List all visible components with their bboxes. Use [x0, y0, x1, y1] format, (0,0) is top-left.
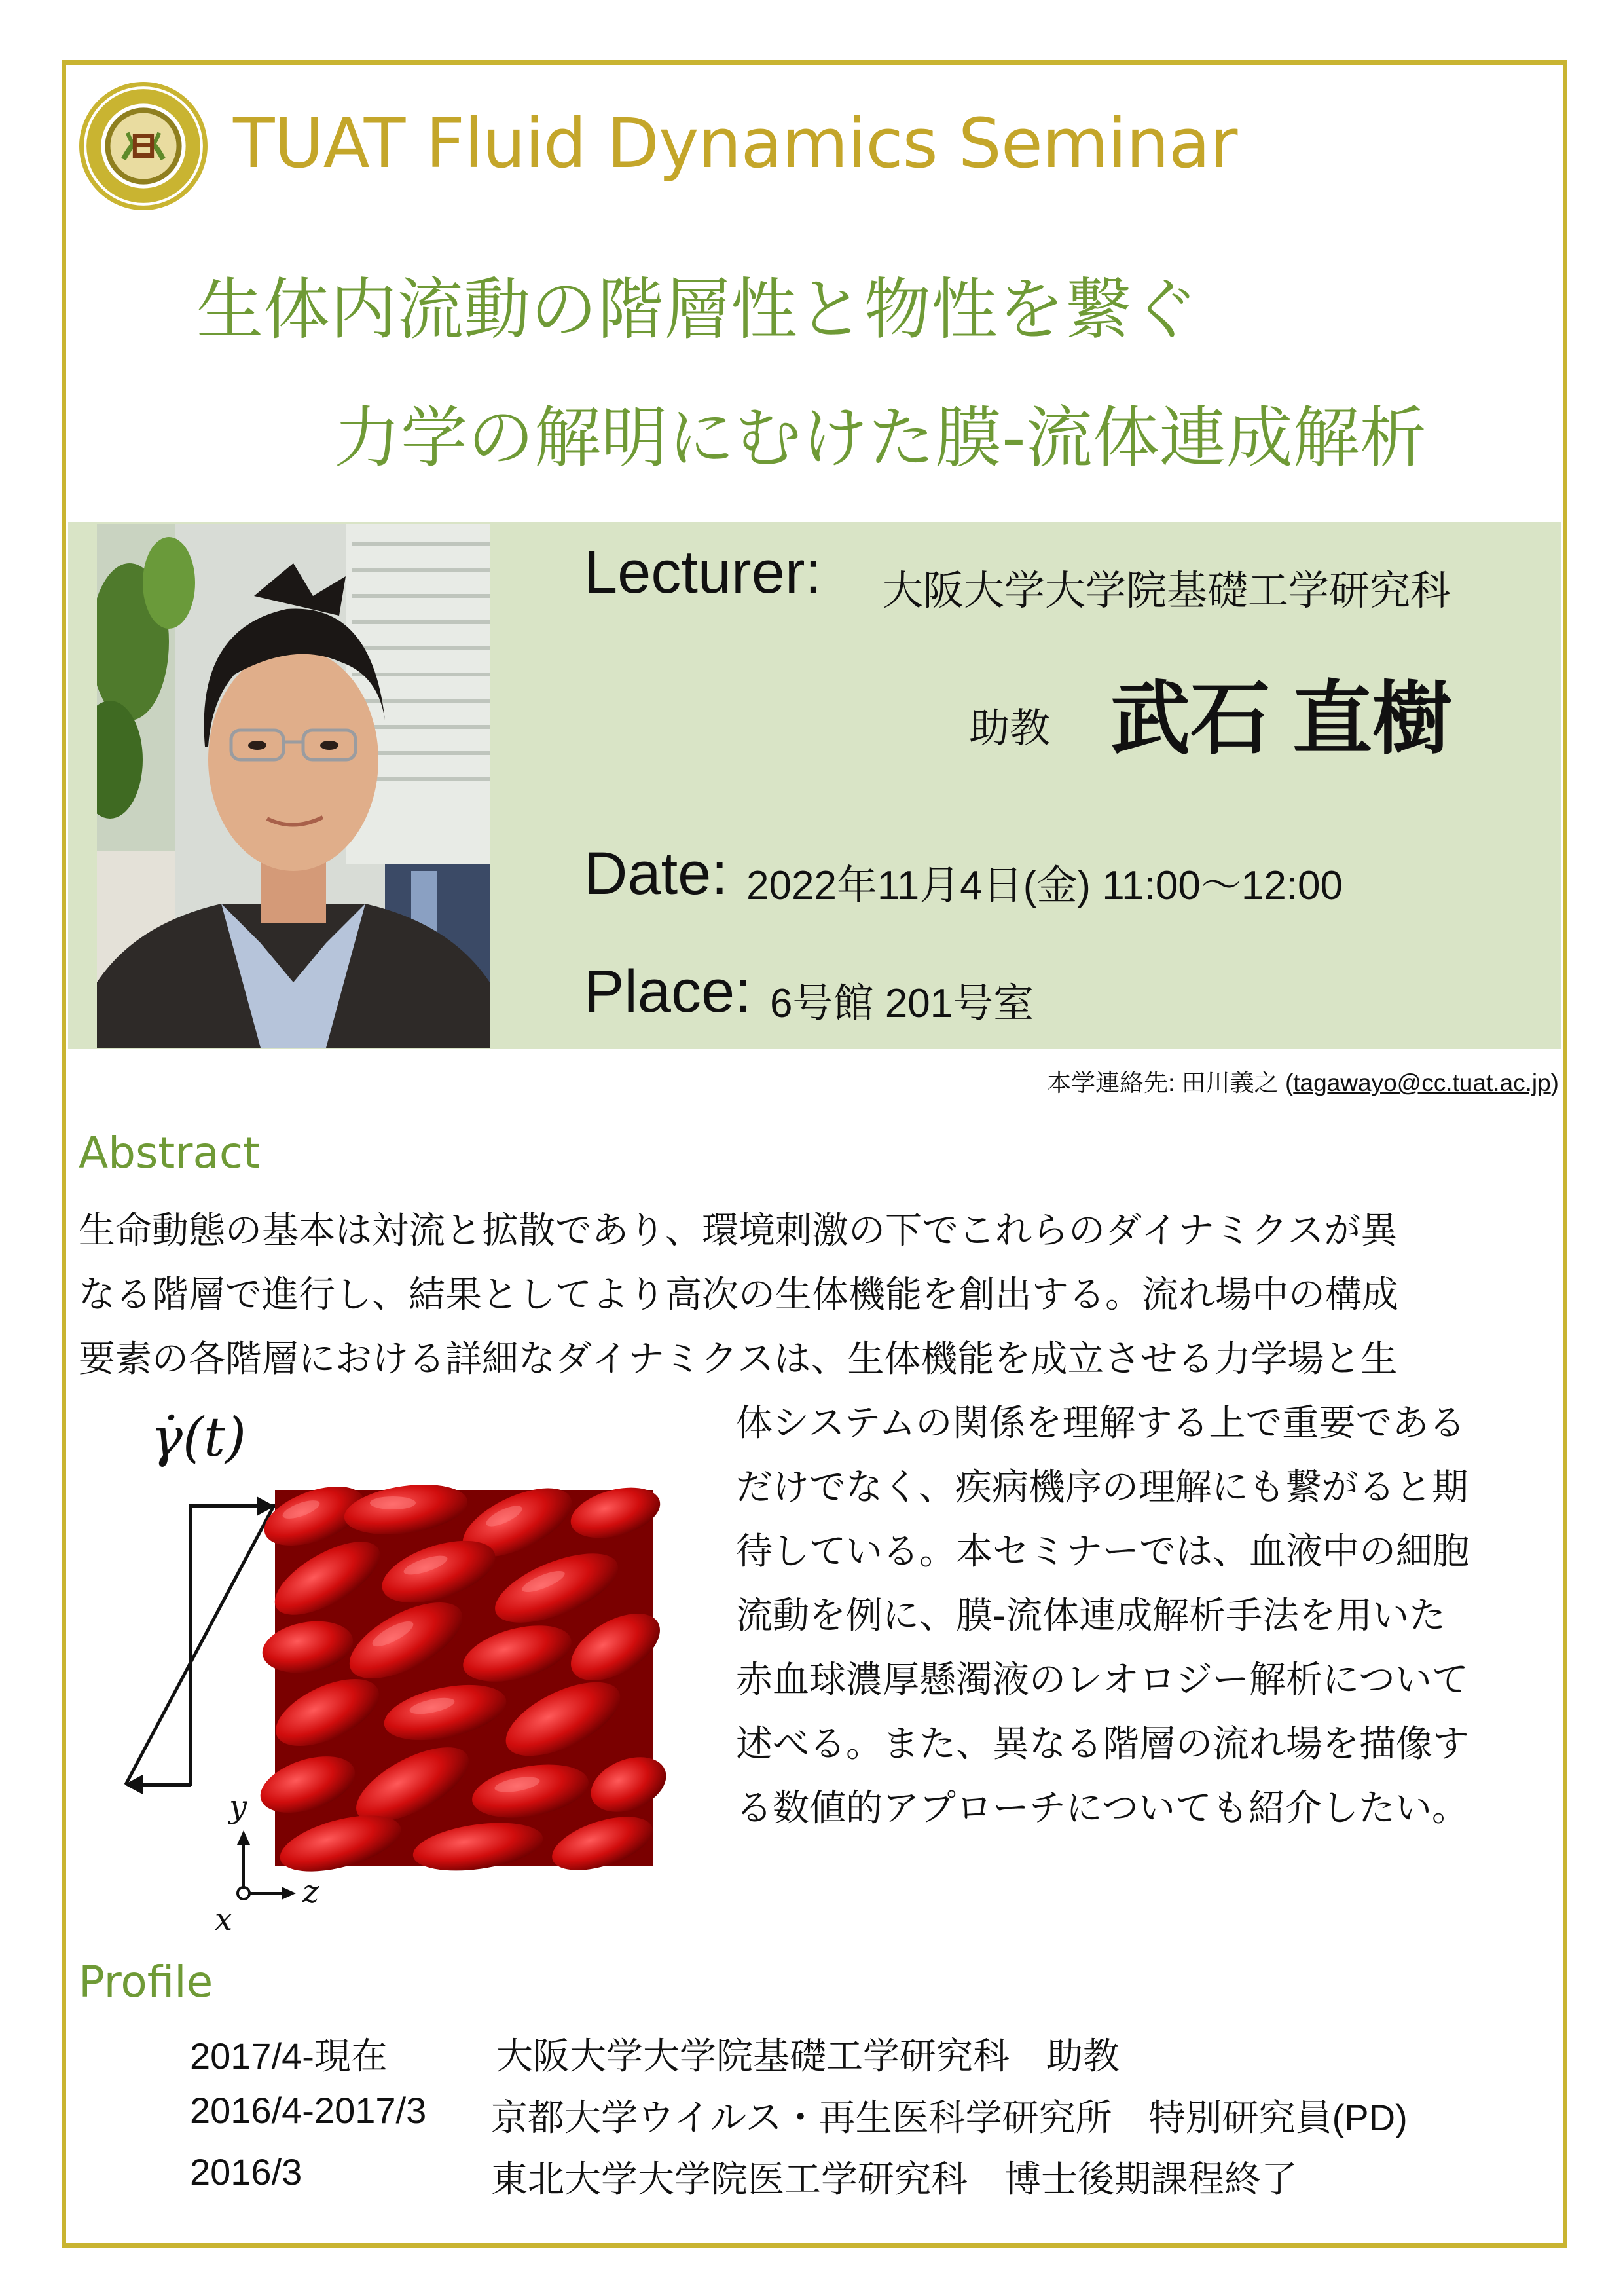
profile-detail: 京都大学ウイルス・再生医科学研究所 特別研究員(PD) [491, 2097, 1408, 2138]
axis-x-out-of-page-icon [238, 1887, 249, 1899]
axis-x-label: x [215, 1901, 233, 1935]
speaker-photo [97, 524, 490, 1048]
shear-flow-figure [111, 1398, 674, 1935]
axis-y-arrow-icon [237, 1830, 250, 1845]
lecturer-position: 助教 [969, 706, 1051, 751]
axis-z-arrow-icon [282, 1887, 296, 1900]
abstract-heading: Abstract [79, 1128, 261, 1178]
lecturer-label: Lecturer: [584, 539, 822, 606]
talk-title-line-1: 生体内流動の階層性と物性を繋ぐ [196, 271, 1198, 349]
profile-period: 2016/4-2017/3 [190, 2090, 427, 2131]
place-value: 6号館 201号室 [770, 981, 1034, 1026]
abstract-line: だけでなく、疾病機序の理解にも繋がると期 [736, 1466, 1468, 1509]
abstract-line: 赤血球濃厚懸濁液のレオロジー解析について [736, 1659, 1468, 1701]
place-label: Place: [584, 958, 752, 1025]
lecturer-affiliation: 大阪大学大学院基礎工学研究科 [883, 568, 1451, 614]
axis-y-label: y [229, 1788, 247, 1825]
profile-period: 2016/3 [190, 2151, 302, 2193]
abstract-line: 流動を例に、膜-流体連成解析手法を用いた [736, 1595, 1446, 1637]
contact-info [1047, 1063, 1559, 1098]
contact-label: 本学連絡先: 田川義之 ( [1047, 1069, 1294, 1096]
date-value: 2022年11月4日(金) 11:00〜12:00 [746, 863, 1343, 908]
seminar-series-title: TUAT Fluid Dynamics Seminar [233, 103, 1237, 183]
shear-rate-label: γ̇(t) [151, 1407, 246, 1469]
red-blood-cell-render [253, 1474, 674, 1883]
contact-close: ) [1550, 1069, 1559, 1096]
talk-title-line-2: 力学の解明にむけた膜-流体連成解析 [334, 399, 1427, 477]
abstract-line: 述べる。また、異なる階層の流れ場を描像す [736, 1723, 1469, 1766]
abstract-line: る数値的アプローチについても紹介したい。 [736, 1787, 1468, 1830]
profile-detail: 東北大学大学院医工学研究科 博士後期課程終了 [491, 2158, 1298, 2200]
abstract-line: 待している。本セミナーでは、血液中の細胞 [736, 1530, 1469, 1573]
lecturer-name: 武石 直樹 [1110, 675, 1452, 764]
date-label: Date: [584, 840, 728, 907]
profile-detail: 大阪大学大学院基礎工学研究科 助教 [496, 2035, 1120, 2077]
profile-heading: Profile [79, 1957, 213, 2007]
abstract-line: 体システムの関係を理解する上で重要である [736, 1402, 1466, 1445]
university-seal-logo [77, 80, 210, 212]
axis-z-label: z [302, 1874, 319, 1910]
contact-email[interactable]: tagawayo@cc.tuat.ac.jp [1293, 1069, 1551, 1096]
abstract-line: 生命動態の基本は対流と拡散であり、環境刺激の下でこれらのダイナミクスが異 [79, 1210, 1398, 1252]
abstract-line: 要素の各階層における詳細なダイナミクスは、生体機能を成立させる力学場と生 [79, 1338, 1398, 1380]
abstract-line: なる階層で進行し、結果としてより高次の生体機能を創出する。流れ場中の構成 [79, 1274, 1398, 1316]
profile-period: 2017/4-現在 [190, 2035, 388, 2077]
